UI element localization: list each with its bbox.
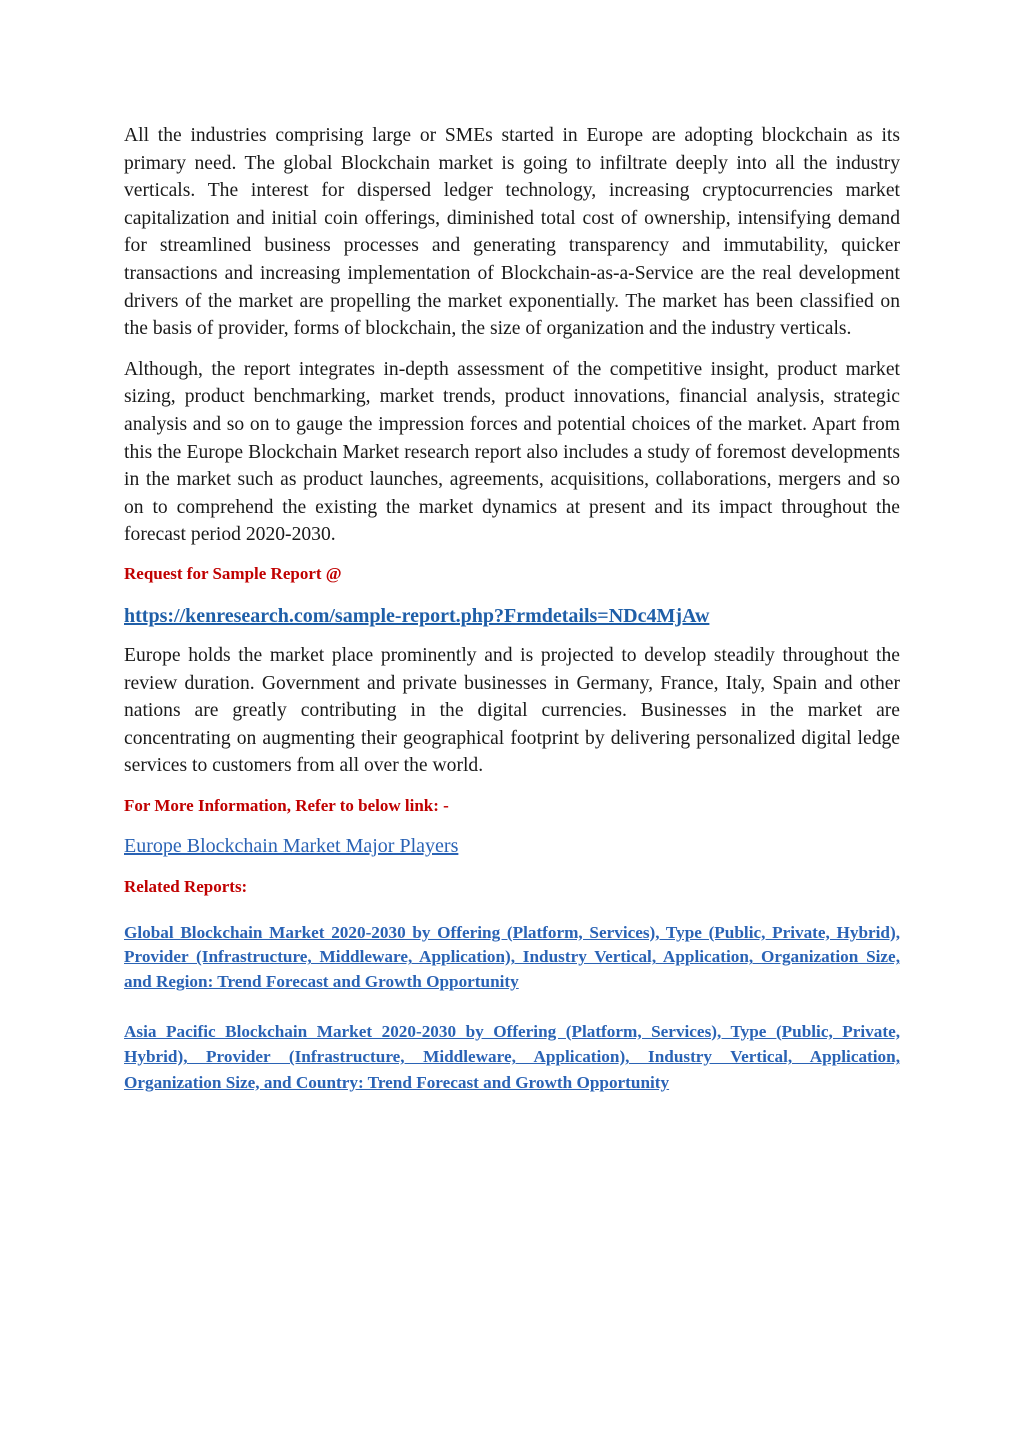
related-report-link-global[interactable]: Global Blockchain Market 2020-2030 by Offering (Platform, Services), Type (Public, Private, Hybrid), Provider (Infrastructure, Middleware, Application), Industry Vertical, Application, Organization Size, and Region: Trend Forecast and Growth Opportunity <box>124 922 900 992</box>
sample-report-link[interactable]: https://kenresearch.com/sample-report.php?Frmdetails=NDc4MjAw <box>124 604 710 627</box>
paragraph-europe-market: Europe holds the market place prominently and is projected to develop steadily throughout the review duration. Government and private businesses in Germany, France, Italy, Spain and other nations are greatly contributing in the digital currencies. Businesses in the market are concentrating on augmenting their geographical footprint by delivering personalized digital ledge services to customers from all over the world. <box>124 644 900 777</box>
major-players-link[interactable]: Europe Blockchain Market Major Players <box>124 834 459 857</box>
related-reports-heading: Related Reports: <box>124 876 248 896</box>
request-sample-heading: Request for Sample Report @ <box>124 563 342 583</box>
related-report-link-asia-pacific[interactable]: Asia Pacific Blockchain Market 2020-2030 by Offering (Platform, Services), Type (Public, Private, Hybrid), Provider (Infrastructure, Middleware, Application), Industry Vertical, Application, Organization Size, and Country: Trend Forecast and Growth Opportunity <box>124 1021 900 1092</box>
paragraph-report-assessment: Although, the report integrates in-depth assessment of the competitive insight, product market sizing, product benchmarking, market trends, product innovations, financial analysis, strategic analysis and so on to gauge the impression forces and potential choices of the market. Apart from this the Europe Blockchain Market research report also includes a study of foremost developments in the market such as product launches, agreements, acquisitions, collaborations, mergers and so on to comprehend the existing the market dynamics at present and its impact throughout the forecast period 2020-2030. <box>124 358 900 546</box>
paragraph-industries-adoption: All the industries comprising large or SMEs started in Europe are adopting blockchain as its primary need. The global Blockchain market is going to infiltrate deeply into all the industry verticals. The interest for dispersed ledger technology, increasing cryptocurrencies market capitalization and initial coin offerings, diminished total cost of ownership, intensifying demand for streamlined business processes and generating transparency and immutability, quicker transactions and increasing implementation of Blockchain-as-a-Service are the real development drivers of the market are propelling the market exponentially. The market has been classified on the basis of provider, forms of blockchain, the size of organization and the industry verticals. <box>124 125 900 340</box>
more-info-heading: For More Information, Refer to below link: - <box>124 795 449 815</box>
document-body <box>124 122 900 1095</box>
